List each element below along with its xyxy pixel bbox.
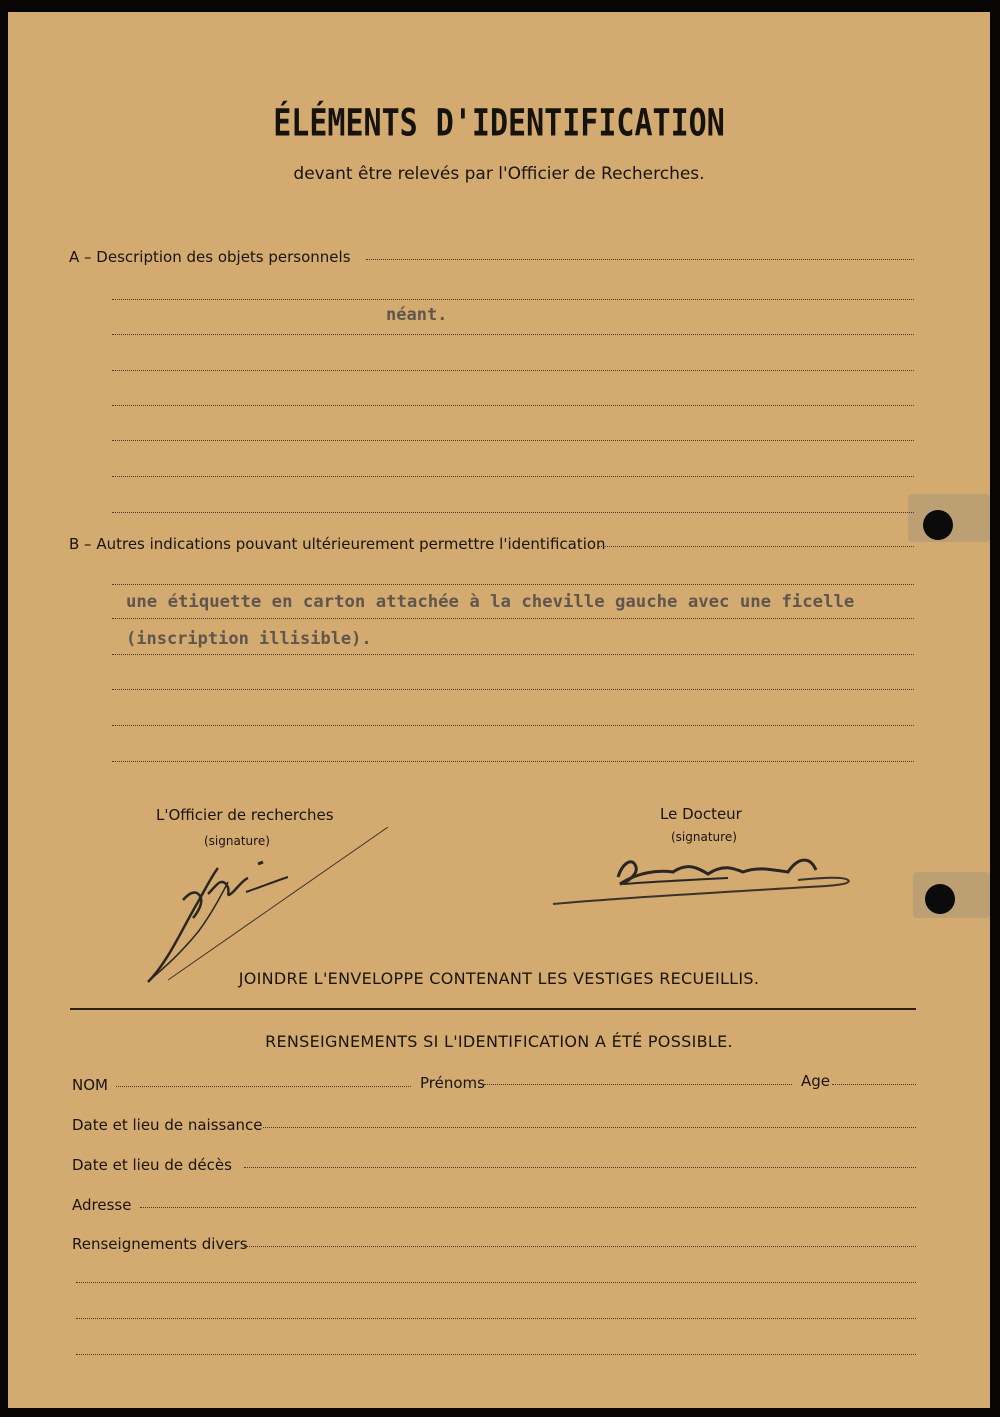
- divers-label: Renseignements divers: [72, 1235, 248, 1253]
- section-b-line: [112, 761, 914, 762]
- doctor-label: Le Docteur: [660, 805, 742, 823]
- section-a-typed-text: néant.: [386, 305, 448, 325]
- officer-sublabel: (signature): [204, 834, 270, 848]
- section-divider: [70, 1008, 916, 1010]
- form-sheet: [8, 12, 990, 1408]
- section-b-line: [598, 546, 914, 547]
- section-a-line: [112, 476, 914, 477]
- prenoms-line: [484, 1084, 792, 1085]
- section-b-typed-line-2: (inscription illisible).: [126, 629, 372, 649]
- section-b-line: [112, 584, 914, 585]
- officer-signature: [138, 822, 398, 992]
- deces-label: Date et lieu de décès: [72, 1156, 232, 1174]
- prenoms-label: Prénoms: [420, 1074, 485, 1092]
- doctor-sublabel: (signature): [671, 830, 737, 844]
- section-a-line: [112, 512, 914, 513]
- officer-label: L'Officier de recherches: [156, 806, 334, 824]
- divers-line: [76, 1354, 916, 1355]
- punch-hole: [925, 884, 955, 914]
- divers-line: [76, 1318, 916, 1319]
- section-b-line: [112, 618, 914, 619]
- section-b-line: [112, 725, 914, 726]
- naissance-label: Date et lieu de naissance: [72, 1116, 263, 1134]
- divers-line: [76, 1282, 916, 1283]
- section-a-label: A – Description des objets personnels: [69, 248, 351, 266]
- naissance-line: [263, 1127, 916, 1128]
- page-subtitle: devant être relevés par l'Officier de Recherches.: [293, 164, 705, 184]
- divers-line: [244, 1246, 916, 1247]
- adresse-label: Adresse: [72, 1196, 132, 1214]
- section-a-line: [366, 259, 914, 260]
- doctor-signature: [548, 842, 868, 912]
- envelope-note: JOINDRE L'ENVELOPPE CONTENANT LES VESTIGES RECUEILLIS.: [238, 969, 760, 988]
- age-label: Age: [801, 1072, 831, 1090]
- identification-heading: RENSEIGNEMENTS SI L'IDENTIFICATION A ÉTÉ POSSIBLE.: [265, 1032, 733, 1051]
- section-b-line: [112, 689, 914, 690]
- deces-line: [244, 1167, 916, 1168]
- nom-line: [116, 1086, 411, 1087]
- nom-label: NOM: [72, 1076, 108, 1094]
- section-a-line: [112, 440, 914, 441]
- section-b-typed-line-1: une étiquette en carton attachée à la cheville gauche avec une ficelle: [126, 592, 855, 612]
- page-title: ÉLÉMENTS D'IDENTIFICATION: [273, 101, 725, 146]
- punch-hole: [923, 510, 953, 540]
- section-a-line: [112, 370, 914, 371]
- section-b-line: [112, 654, 914, 655]
- section-a-line: [112, 405, 914, 406]
- section-b-label: B – Autres indications pouvant ultérieurement permettre l'identification: [69, 535, 606, 553]
- adresse-line: [140, 1207, 916, 1208]
- age-line: [832, 1084, 916, 1085]
- section-a-line: [112, 334, 914, 335]
- section-a-line: [112, 299, 914, 300]
